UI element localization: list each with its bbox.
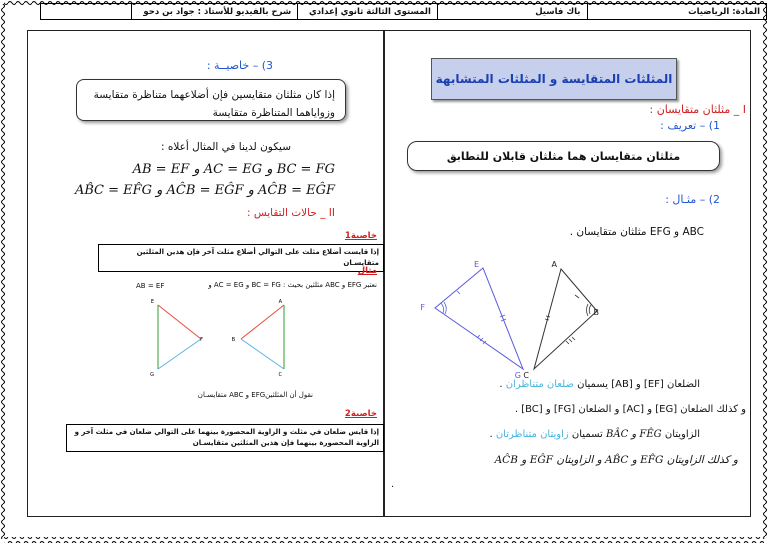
example-title: مثال: [357, 266, 377, 276]
property2-box: إذا قايس ضلعان في مثلث و الزاوية المحصورة بينهما على التوالي ضلعان في مثلث آخر و الزاوية المحصورة بينهما فإن هذين المثلثين متقايسـان: [66, 424, 384, 452]
section1-heading: I _ مثلثان متقايسان :: [649, 103, 746, 116]
property-heading: 3) – خاصيــة :: [206, 59, 273, 72]
line3-colored: زاويتان متناظرتان: [495, 429, 569, 440]
example-heading: 2) – مثـال :: [665, 193, 720, 206]
small-label-b: B: [231, 337, 235, 343]
example-conclusion: نقول أن المثلثينEFG و ABC متقايسـان: [197, 391, 313, 399]
other-angles-line: و كذلك الزاويتان EF̂G و AB̂C و الزاويتان EĜF و AĈB: [494, 454, 738, 466]
right-column: [384, 30, 751, 517]
corresponding-sides-line: الضلعان [EF] و [AB] يسميان ضلعان متناظران .: [499, 379, 700, 390]
example-line1: نعتبر EFG و ABC مثلثين بحيث : BC = FG و AC = EG و: [208, 281, 377, 289]
header-section: باك فاسيل: [437, 4, 587, 19]
small-label-e: E: [150, 299, 154, 305]
line3-math: FÊG و BÂC: [606, 429, 662, 440]
left-column: [27, 30, 384, 517]
property1-box: إذا قايست أضلاع مثلث على التوالي أضلاع مثلث آخر فإن هذين المثلثين متقايسـان: [98, 244, 384, 272]
lesson-title: المثلثات المتقايسة و المثلثات المتشابهة: [431, 58, 677, 100]
sss-example-figure: [150, 299, 348, 383]
corresponding-angles-line: الزاويتان FÊG و BÂC تسميان زاويتان متناظرتان .: [489, 429, 700, 440]
small-label-f: F: [200, 337, 203, 343]
header-bar: [40, 3, 767, 20]
triangle-efg: [435, 268, 523, 369]
example-line2: AB = EF: [136, 282, 165, 290]
end-dot: .: [391, 479, 395, 490]
label-a: A: [551, 260, 557, 269]
definition-heading: 1) – تعريف :: [660, 119, 720, 132]
definition-box: مثلثان متقايسان هما مثلثان قابلان للتطابق: [407, 141, 720, 171]
equation-angles: AĈB = EĜF و AĈB = EĜF و AB̂C = EF̂G: [75, 183, 335, 198]
header-blank: [41, 4, 131, 19]
intro-text: سيكون لدينا في المثال أعلاه :: [160, 141, 291, 153]
line3-mid: تسميان: [571, 429, 603, 440]
line3-start: الزاويتان: [664, 429, 700, 440]
small-label-g: G: [150, 372, 154, 378]
header-video: شرح بالفيديو للأستاذ : جواد بن دحو: [131, 4, 298, 19]
label-f: F: [420, 303, 425, 312]
triangle-abc: [534, 269, 597, 369]
header-subject: المادة: الرياضيات: [587, 4, 767, 19]
line1-start: الضلعان [EF] و [AB] يسميان: [577, 379, 700, 390]
property1-title: خاصية1: [344, 231, 377, 241]
congruent-triangles-figure: [407, 259, 617, 379]
label-e: E: [473, 260, 479, 269]
label-g: G: [514, 371, 521, 380]
small-label-c: C: [278, 372, 282, 378]
section2-heading: II _ حالات التقايس :: [246, 207, 335, 219]
header-level: المستوى الثالثة ثانوي إعدادي: [297, 4, 437, 19]
line1-colored: ضلعان متناظران: [505, 379, 574, 390]
label-b: B: [593, 308, 599, 317]
property2-title: خاصية2: [344, 409, 377, 419]
label-c: C: [523, 371, 529, 380]
example-text: ABC و EFG مثلثان متقايسان .: [569, 226, 704, 238]
property-box: إذا كان مثلثان متقايسين فإن أضلاعهما متناظرة متقايسة وزواياهما المتناظرة متقايسة: [76, 79, 346, 121]
equation-sides: BC = FG و AC = EG و AB = EF: [132, 162, 335, 177]
small-label-a: A: [278, 299, 282, 305]
other-sides-line: و كذلك الضلعان [EG] و [AC] و الضلعان [FG] و [BC] .: [514, 404, 746, 415]
